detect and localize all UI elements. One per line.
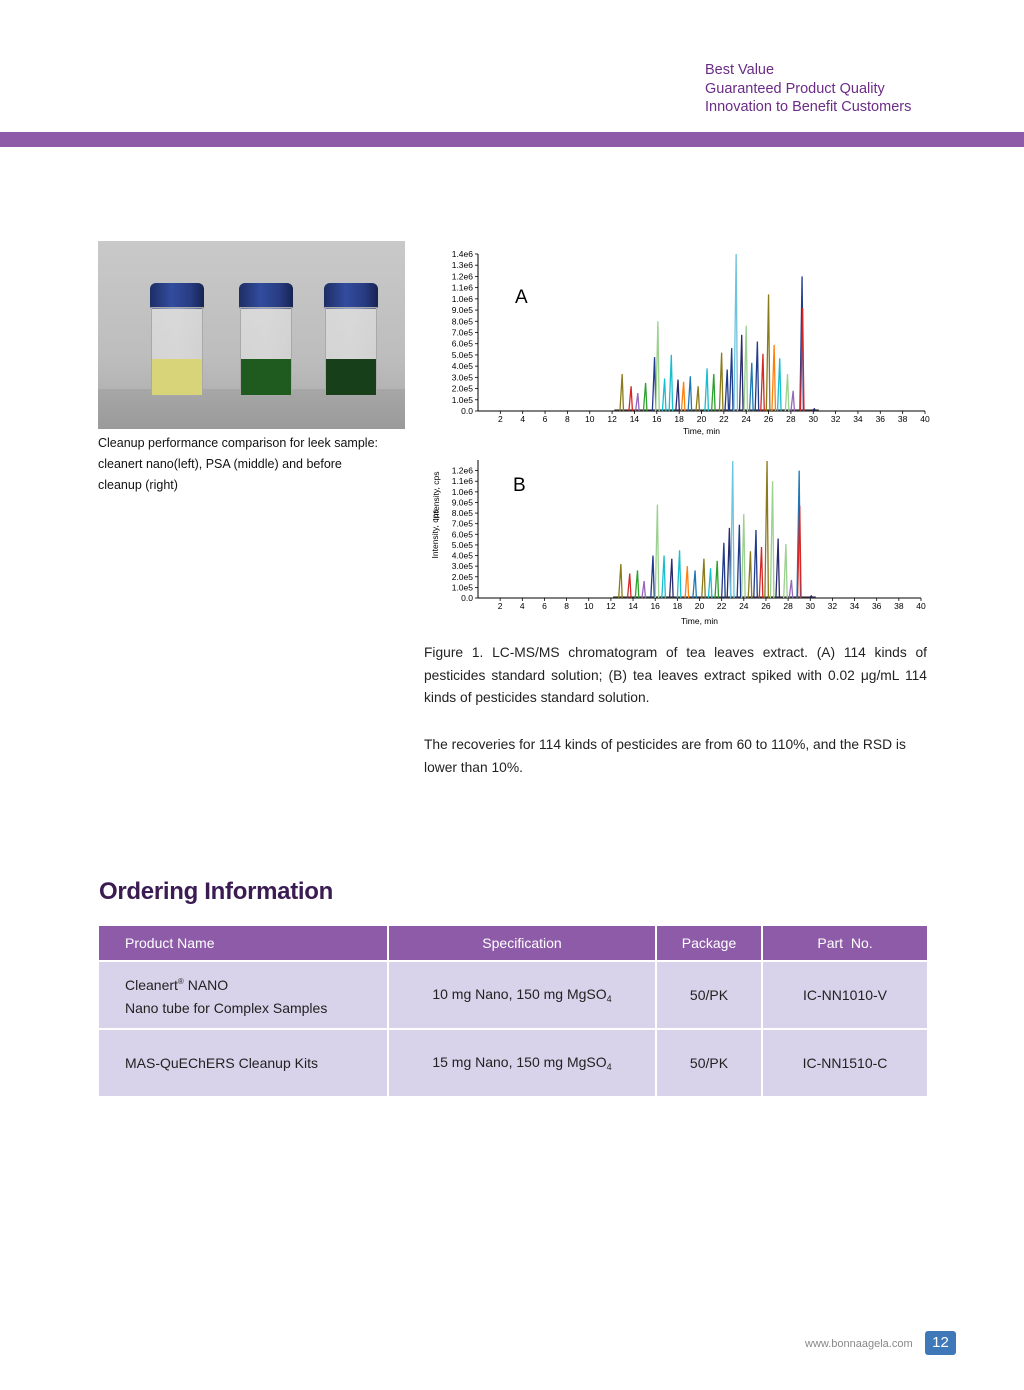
y-tick-label: 0.0 (461, 593, 473, 603)
caption-line: cleanup (right) (98, 478, 178, 492)
product-name-cell (99, 961, 388, 1029)
x-tick-label: 26 (763, 414, 774, 424)
x-tick-label: 28 (786, 414, 796, 424)
header-tagline (705, 61, 911, 117)
chromatogram-peak (635, 570, 639, 598)
chromatogram-a (428, 240, 938, 521)
x-tick-label: 30 (805, 601, 815, 611)
x-tick-label: 4 (519, 601, 525, 611)
chromatogram-peak (734, 254, 738, 411)
vial-cleanert-nano (150, 283, 204, 396)
x-tick-label: 20 (696, 414, 707, 424)
spec-text: 15 mg Nano, 150 mg MgSO (432, 1054, 607, 1070)
y-tick-label: 1.3e6 (451, 260, 473, 271)
y-tick-label: 8.0e5 (451, 508, 473, 519)
table-row (99, 1029, 927, 1096)
registered-mark: ® (177, 977, 184, 986)
caption-line: Cleanup performance comparison for leek sample: (98, 436, 378, 450)
y-tick-label: 7.0e5 (451, 327, 473, 338)
x-tick-label: 32 (830, 414, 841, 424)
vial-glass (151, 307, 203, 396)
x-tick-label: 24 (739, 601, 749, 611)
tagline-line-3: Innovation to Benefit Customers (705, 99, 912, 115)
recoveries-text: The recoveries for 114 kinds of pesticides are from 60 to 110%, and the RSD is lower than 10%. (424, 737, 906, 775)
chromatogram-peak (651, 556, 655, 598)
ordering-table (99, 926, 927, 1096)
y-tick-label: 4.0e5 (451, 361, 473, 372)
x-tick-label: 8 (564, 601, 569, 611)
tagline-line-2: Guaranteed Product Quality (705, 80, 885, 97)
chromatogram-peak (731, 461, 735, 598)
specification-cell (388, 961, 656, 1029)
header-divider-bar (0, 132, 1024, 147)
chromatogram-peak (759, 547, 763, 598)
chromatogram-peak (693, 570, 697, 598)
vials-photo (98, 241, 405, 429)
x-tick-label: 16 (652, 414, 662, 424)
panel-label: A (515, 287, 528, 308)
x-tick-label: 34 (853, 414, 863, 424)
x-tick-label: 22 (719, 414, 729, 424)
chromatogram-peak (748, 551, 752, 598)
chromatogram-peak (702, 559, 706, 598)
spec-text: 10 mg Nano, 150 mg MgSO (432, 986, 607, 1002)
y-tick-label: 5.0e5 (451, 539, 473, 550)
chromatogram-peak (696, 386, 700, 411)
part-no-cell: IC-NN1010-V (762, 961, 927, 1029)
y-tick-label: 1.0e5 (451, 582, 473, 593)
chromatogram-peak (643, 383, 647, 411)
y-tick-label: 1.2e6 (451, 271, 473, 282)
y-tick-label: 4.0e5 (451, 550, 473, 561)
chromatogram-peak (629, 386, 633, 411)
x-tick-label: 26 (761, 601, 771, 611)
x-tick-label: 36 (875, 414, 886, 424)
chromatogram-peak (725, 370, 729, 411)
y-tick-label: 1.0e6 (451, 486, 473, 497)
chromatogram-peak (715, 561, 719, 598)
table-header-row (99, 926, 927, 961)
chromatogram-peak (789, 580, 793, 598)
chromatogram-peak (722, 543, 726, 598)
chromatogram-peak (791, 391, 795, 411)
x-tick-label: 22 (716, 601, 727, 611)
y-tick-label: 1.1e6 (451, 282, 473, 293)
header-product-name: Product Name (99, 926, 388, 961)
x-tick-label: 40 (920, 414, 930, 424)
package-cell: 50/PK (656, 961, 762, 1029)
table-row (99, 961, 927, 1029)
y-tick-label: 2.0e5 (451, 383, 473, 394)
spec-subscript: 4 (606, 994, 612, 1004)
y-tick-label: 1.0e6 (451, 293, 473, 304)
chromatogram-peak (729, 348, 733, 411)
vial-cap (239, 283, 293, 309)
figure-caption: Figure 1. LC-MS/MS chromatogram of tea leaves extract. (A) 114 kinds of pesticides standard solution; (B) tea leaves extract spiked with 0.02 μg/mL 114 kinds of pesticides standard solution. (424, 645, 927, 705)
chromatogram-peak (662, 556, 666, 598)
chromatogram-peak (656, 321, 660, 411)
tagline-line-1: Best Value (705, 62, 775, 78)
page-number-badge: 12 (925, 1331, 956, 1355)
header-package: Package (656, 926, 762, 961)
x-tick-label: 40 (916, 601, 926, 611)
chromatogram-peak (636, 393, 640, 411)
vial-glass (325, 307, 377, 396)
caption-line: cleanert nano(left), PSA (middle) and before (98, 457, 342, 471)
y-tick-label: 8.0e5 (451, 316, 473, 327)
vial-cap (150, 283, 204, 309)
chromatogram-peak (620, 374, 624, 411)
product-name (125, 970, 387, 997)
chromatogram-peak (754, 530, 758, 598)
x-tick-label: 6 (542, 601, 547, 611)
chromatogram-peak (737, 525, 741, 598)
x-tick-label: 18 (674, 414, 684, 424)
x-tick-label: 14 (628, 601, 638, 611)
chromatogram-peak (719, 353, 723, 411)
x-tick-label: 8 (565, 414, 570, 424)
ordering-title: Ordering Information (99, 878, 334, 905)
vial-liquid (152, 359, 202, 395)
x-axis-label: Time, min (681, 616, 718, 626)
spec-subscript: 4 (606, 1062, 612, 1072)
x-tick-label: 10 (584, 601, 594, 611)
x-tick-label: 28 (783, 601, 793, 611)
x-tick-label: 12 (607, 414, 617, 424)
panel-label: B (513, 475, 526, 496)
chromatogram-peak (655, 505, 659, 598)
chromatogram-peak (670, 559, 674, 598)
chromatogram-peak (742, 514, 746, 598)
vial-glass (240, 307, 292, 396)
product-name-cell: MAS-QuEChERS Cleanup Kits (99, 1029, 388, 1096)
y-tick-label: 5.0e5 (451, 349, 473, 360)
chromatogram-peak (619, 564, 623, 598)
chromatogram-peak (662, 378, 666, 411)
chromatogram-peak (642, 581, 646, 598)
vial-liquid (326, 359, 376, 395)
x-tick-label: 2 (497, 414, 503, 424)
y-tick-label: 3.0e5 (451, 561, 473, 572)
chromatogram-peak (776, 539, 780, 598)
y-tick-label: 6.0e5 (451, 338, 473, 349)
chromatogram-peak (688, 376, 692, 411)
y-tick-label: 1.1e6 (451, 476, 473, 487)
x-tick-label: 18 (672, 601, 683, 611)
chromatogram-peak (772, 345, 776, 411)
x-tick-label: 36 (871, 601, 882, 611)
y-axis-label: Intensity, cps (430, 509, 440, 559)
x-tick-label: 12 (606, 601, 616, 611)
chromatogram-peak (766, 294, 770, 411)
vial-psa (239, 283, 293, 396)
footer-website: www.bonnaagela.com (805, 1338, 913, 1350)
x-tick-label: 2 (497, 601, 503, 611)
product-description: Nano tube for Complex Samples (125, 1000, 328, 1016)
x-tick-label: 38 (897, 414, 908, 424)
x-tick-label: 30 (808, 414, 818, 424)
product-name-brand: Cleanert (125, 977, 178, 993)
chromatogram-peak (685, 566, 689, 598)
x-tick-label: 34 (849, 601, 860, 611)
x-tick-label: 6 (542, 414, 548, 424)
vial-before-cleanup (324, 283, 378, 396)
chromatogram-peak (712, 374, 716, 411)
y-tick-label: 1.2e6 (451, 465, 473, 476)
chromatogram-peak (785, 374, 789, 411)
photo-caption (98, 433, 408, 496)
chromatogram-peak (676, 380, 680, 411)
chromatogram-peak (761, 354, 765, 411)
x-tick-label: 20 (694, 601, 705, 611)
y-tick-label: 9.0e5 (451, 305, 473, 316)
y-axis-label: Intensity, cps (431, 471, 441, 521)
specification-cell (388, 1029, 656, 1096)
chromatogram-peak (669, 355, 673, 411)
x-tick-label: 4 (520, 414, 526, 424)
y-tick-label: 0.0 (461, 406, 473, 416)
chromatogram-peak (677, 550, 681, 598)
chromatogram-peak (681, 382, 685, 411)
chromatogram-peak (740, 335, 744, 411)
y-tick-label: 3.0e5 (451, 372, 473, 383)
header-specification: Specification (388, 926, 656, 961)
x-tick-label: 38 (894, 601, 904, 611)
chromatogram-peak (705, 368, 709, 411)
y-tick-label: 1.4e6 (451, 249, 473, 259)
y-tick-label: 7.0e5 (451, 518, 473, 529)
vial-cap (324, 283, 378, 309)
x-tick-label: 14 (629, 414, 640, 424)
y-tick-label: 1.0e5 (451, 394, 473, 405)
chromatogram-peak (750, 363, 754, 411)
y-tick-label: 6.0e5 (451, 529, 473, 540)
product-name-suffix: NANO (183, 977, 229, 993)
chromatogram-peak (778, 358, 782, 411)
chromatogram-peak (765, 461, 769, 598)
x-tick-label: 32 (827, 601, 838, 611)
chromatogram-peak (744, 326, 748, 411)
chromatogram-peak (784, 544, 788, 598)
chromatogram-peak (770, 481, 774, 598)
chromatogram-b (428, 450, 938, 630)
part-no-cell: IC-NN1510-C (762, 1029, 927, 1096)
chromatogram-peak (755, 341, 759, 411)
chromatogram-peak (708, 568, 712, 598)
x-axis-label: Time, min (683, 426, 720, 436)
vial-liquid (241, 359, 291, 395)
y-tick-label: 9.0e5 (451, 497, 473, 508)
package-cell: 50/PK (656, 1029, 762, 1096)
chromatogram-peak (628, 574, 632, 598)
y-tick-label: 2.0e5 (451, 571, 473, 582)
x-tick-label: 24 (741, 414, 751, 424)
x-tick-label: 10 (585, 414, 595, 424)
header-part-no: Part No. (762, 926, 927, 961)
x-tick-label: 16 (650, 601, 660, 611)
